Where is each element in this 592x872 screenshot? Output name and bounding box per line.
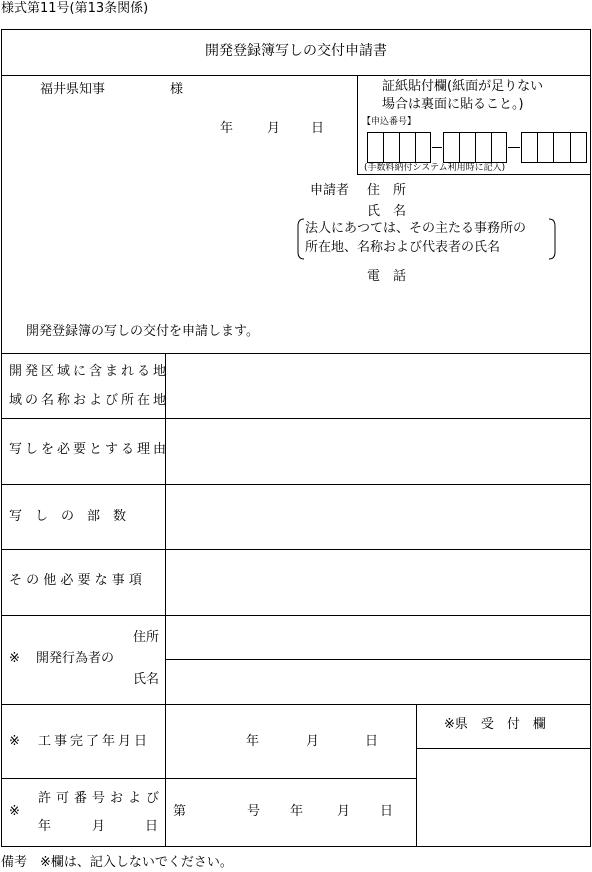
label-column-divider (165, 353, 166, 847)
reason-label: 写しを必要とする理由 (9, 442, 170, 457)
completion-day: 日 (365, 734, 379, 749)
app-number-group3 (521, 132, 587, 163)
permit-day: 日 (380, 804, 394, 819)
applicant-name-label: 氏 名 (367, 204, 407, 219)
other-items-label: そ の 他 必 要 な 事 項 (9, 573, 142, 588)
stamp-box-line2: 場合は裏面に貼ること。) (382, 97, 524, 112)
completion-month: 月 (306, 734, 320, 749)
permit-number-prefix: 第 (173, 804, 187, 819)
reception-column-divider (416, 704, 417, 847)
form-number: 様式第11号(第13条関係) (1, 1, 149, 16)
application-number-label: 【申込番号】 (362, 117, 417, 127)
permit-mark: ※ (9, 804, 20, 819)
applicant-phone-label: 電 話 (367, 269, 407, 284)
date-day: 日 (311, 121, 325, 136)
addressee: 福井県知事 (40, 82, 106, 97)
form-title: 開発登録簿写しの交付申請書 (205, 43, 387, 59)
date-year: 年 (220, 121, 234, 136)
app-number-dash1 (432, 147, 442, 148)
completion-year: 年 (246, 734, 260, 749)
table-top-line (1, 353, 591, 354)
area-label-line1: 開発区域に含まれる地 (9, 364, 170, 379)
left-bracket (297, 218, 305, 260)
permit-number-suffix: 号 (247, 804, 261, 819)
applicant-label: 申請者 (310, 183, 350, 198)
permit-label-month: 月 (92, 819, 106, 834)
developer-label: 開発行為者の (36, 651, 115, 666)
permit-year: 年 (290, 804, 304, 819)
corporation-note-line1: 法人にあつては、その主たる事務所の (305, 221, 527, 236)
area-label-line2: 域の名称および所在地 (9, 393, 170, 408)
permit-label-day: 日 (145, 819, 159, 834)
developer-name-label: 氏名 (133, 672, 160, 687)
permit-month: 月 (337, 804, 351, 819)
remarks: 備考 ※欄は、記入しないでください。 (1, 855, 233, 870)
reception-label: ※県 受 付 欄 (444, 717, 546, 732)
addressee-honorific: 様 (170, 82, 184, 97)
completion-mark: ※ (9, 734, 20, 749)
permit-label-year: 年 (38, 819, 52, 834)
permit-label-line1: 許可番号および (38, 791, 165, 806)
copies-label: 写 し の 部 数 (9, 509, 127, 524)
stamp-box-line1: 証紙貼付欄(紙面が足りない (382, 79, 544, 94)
applicant-address-label: 住 所 (367, 183, 407, 198)
developer-address-label: 住所 (133, 630, 160, 645)
stamp-box-note: (手数料納付システム利用時に記入) (364, 163, 506, 173)
completion-label: 工事完了年月日 (38, 734, 151, 749)
developer-mark: ※ (9, 651, 20, 666)
date-month: 月 (267, 121, 281, 136)
right-bracket (548, 218, 556, 260)
title-divider (1, 75, 357, 76)
request-statement: 開発登録簿の写しの交付を申請します。 (26, 324, 259, 339)
corporation-note-line2: 所在地、名称および代表者の氏名 (305, 240, 501, 255)
app-number-dash2 (508, 147, 520, 148)
